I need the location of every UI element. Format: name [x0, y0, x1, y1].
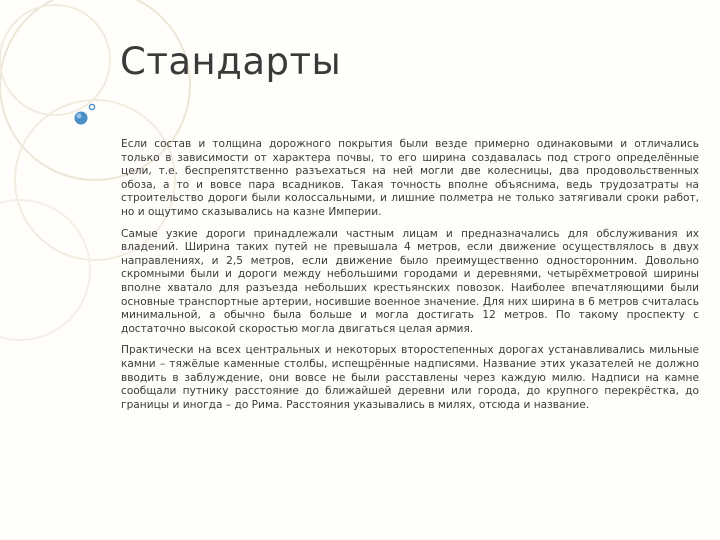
- accent-dot-small: [89, 104, 94, 109]
- paragraph-1: Если состав и толщина дорожного покрытия были везде примерно одинаковыми и отличались только в зависимости от характера почвы, то его ширина создавалась под строго определённые цели, т.е. беспрепятственно разъехаться на ней могли две колесницы, два продовольственных обоза, а то и вовсе пара всадников. Такая точность вполне объяснима, ведь трудозатраты на строительство дороги были колоссальными, и лишние полметра не только затягивали сроки работ, но и ощутимо сказывались на казне Империи.: [121, 138, 699, 218]
- slide-body: [121, 138, 699, 420]
- ring-small: [0, 5, 110, 115]
- paragraph-3: Практически на всех центральных и некоторых второстепенных дорогах устанавливались мильные камни – тяжёлые каменные столбы, испещрённые надписями. Название этих указателей не должно вводить в заблуждение, они вовсе не были расставлены через каждую милю. Надписи на камне сообщали путнику расстояние до ближайшей деревни или города, до крупного перекрёстка, до границы и иногда – до Рима. Расстояния указывались в милях, отсюда и название.: [121, 344, 699, 411]
- ring-lower: [0, 200, 90, 340]
- slide-title: Стандарты: [120, 40, 342, 83]
- accent-dot-large-highlight: [77, 114, 82, 119]
- accent-dot-large: [75, 112, 88, 125]
- paragraph-2: Самые узкие дороги принадлежали частным лицам и предназначались для обслуживания их владений. Ширина таких путей не превышала 4 метров, если движение осуществлялось в двух направлениях, и 2,5 метров, если движение было преимущественно односторонним. Довольно скромными были и дороги между небольшими городами и деревнями, четырёхметровой ширины вполне хватало для разъезда небольших крестьянских повозок. Наиболее впечатляющими были основные транспортные артерии, носившие военное значение. Для них ширина в 6 метров считалась минимальной, а обычно была больше и могла достигать 12 метров. По такому проспекту с достаточно высокой скоростью могла двигаться целая армия.: [121, 227, 699, 335]
